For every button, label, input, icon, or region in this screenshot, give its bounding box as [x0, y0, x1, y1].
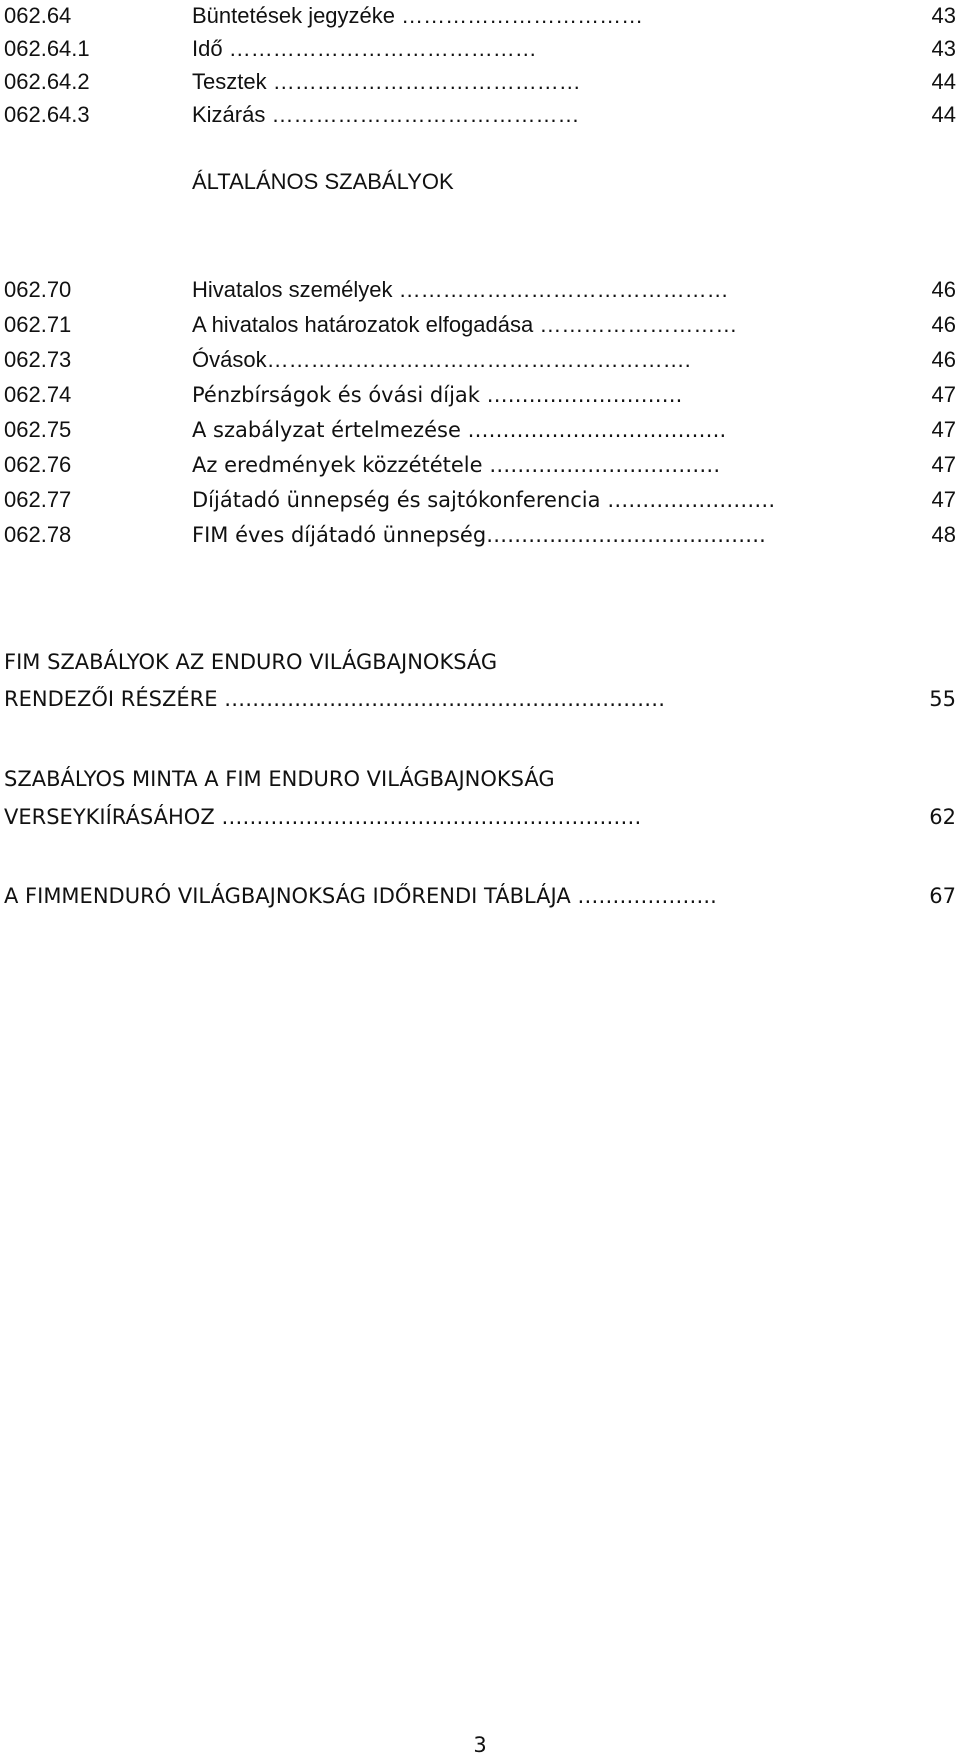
section-number: 062.75 [4, 417, 72, 442]
page-ref: 46 [931, 347, 956, 372]
entry-title: VERSEYKIÍRÁSÁHOZ …………………………………………………… [4, 805, 642, 829]
section-title: Idő …………………………………… [192, 36, 537, 61]
section-number: 062.64.2 [4, 69, 90, 94]
section-number: 062.77 [4, 487, 72, 512]
page-ref: 55 [929, 687, 956, 711]
toc-row [4, 274, 956, 306]
toc-row [4, 449, 956, 481]
toc-row [4, 414, 956, 446]
toc-row [4, 99, 956, 131]
section-title: Kizárás …………………………………… [192, 102, 580, 127]
toc-row [4, 66, 956, 98]
section-heading: ÁLTALÁNOS SZABÁLYOK [192, 169, 454, 194]
entry-template [4, 801, 956, 833]
page-ref: 62 [929, 805, 956, 829]
section-title: A hivatalos határozatok elfogadása ……………………… [192, 312, 738, 337]
leader-dots: …………………… [600, 488, 776, 512]
leader-dots: ……………………… [533, 312, 738, 337]
leader-dots: ……………….. [570, 884, 717, 908]
page-ref: 67 [929, 884, 956, 908]
section-number: 062.64.3 [4, 102, 90, 127]
leader-dots: …………………………………… [266, 69, 581, 94]
toc-row [4, 519, 956, 551]
section-number: 062.64 [4, 3, 72, 28]
leader-dots: …………………………………. [486, 523, 766, 547]
leader-dots: ……………………………………… [392, 277, 729, 302]
section-number: 062.70 [4, 277, 72, 302]
section-title: Tesztek …………………………………… [192, 69, 581, 94]
section-number: 062.73 [4, 347, 72, 372]
entry-fim-rules [4, 683, 956, 715]
section-number: 062.74 [4, 382, 72, 407]
toc-row [4, 379, 956, 411]
toc-row [4, 344, 956, 376]
entry-fim-rules-line1: FIM SZABÁLYOK AZ ENDURO VILÁGBAJNOKSÁG [4, 650, 498, 674]
section-number: 062.64.1 [4, 36, 90, 61]
section-number: 062.71 [4, 312, 72, 337]
toc-row [4, 0, 956, 32]
page-ref: 44 [931, 102, 956, 127]
toc-row [4, 484, 956, 516]
section-title: Az eredmények közzététele …………………………… [192, 453, 721, 477]
leader-dots: ………………………. [479, 383, 683, 407]
section-title: FIM éves díjátadó ünnepség…………………………………. [192, 523, 766, 547]
toc-row [4, 33, 956, 65]
section-number: 062.76 [4, 452, 72, 477]
page-number: 3 [473, 1733, 487, 1757]
section-number: 062.78 [4, 522, 72, 547]
page-ref: 47 [931, 452, 956, 477]
page-ref: 43 [931, 36, 956, 61]
page-ref: 48 [931, 522, 956, 547]
leader-dots: ……………………………………………………… [217, 687, 666, 711]
leader-dots: …………………………………………………… [214, 805, 642, 829]
section-title: Óvások…………………………………………………. [192, 347, 691, 372]
section-title: Díjátadó ünnepség és sajtókonferencia …………………… [192, 488, 776, 512]
page-ref: 44 [931, 69, 956, 94]
section-title: Pénzbírságok és óvási díjak ………………………. [192, 383, 683, 407]
entry-title: RENDEZŐI RÉSZÉRE ……………………………………………………… [4, 687, 666, 711]
section-title: Hivatalos személyek ……………………………………… [192, 277, 729, 302]
entry-template-line1: SZABÁLYOS MINTA A FIM ENDURO VILÁGBAJNOKSÁG [4, 767, 555, 791]
leader-dots: …………………………… [482, 453, 721, 477]
leader-dots: ………………………………. [460, 418, 727, 442]
leader-dots: …………………………………… [222, 36, 537, 61]
section-title: Büntetések jegyzéke …………………………… [192, 3, 644, 28]
page-ref: 47 [931, 417, 956, 442]
page-ref: 46 [931, 277, 956, 302]
toc-row [4, 309, 956, 341]
leader-dots: …………………………………………………. [266, 347, 691, 372]
entry-title: A FIMMENDURÓ VILÁGBAJNOKSÁG IDŐRENDI TÁBLÁJA ……………….. [4, 884, 717, 908]
leader-dots: …………………………………… [265, 102, 580, 127]
page-ref: 47 [931, 487, 956, 512]
page-ref: 47 [931, 382, 956, 407]
section-title: A szabályzat értelmezése ………………………………. [192, 418, 727, 442]
leader-dots: …………………………… [395, 3, 644, 28]
entry-schedule [4, 880, 956, 912]
page-ref: 43 [931, 3, 956, 28]
page-ref: 46 [931, 312, 956, 337]
